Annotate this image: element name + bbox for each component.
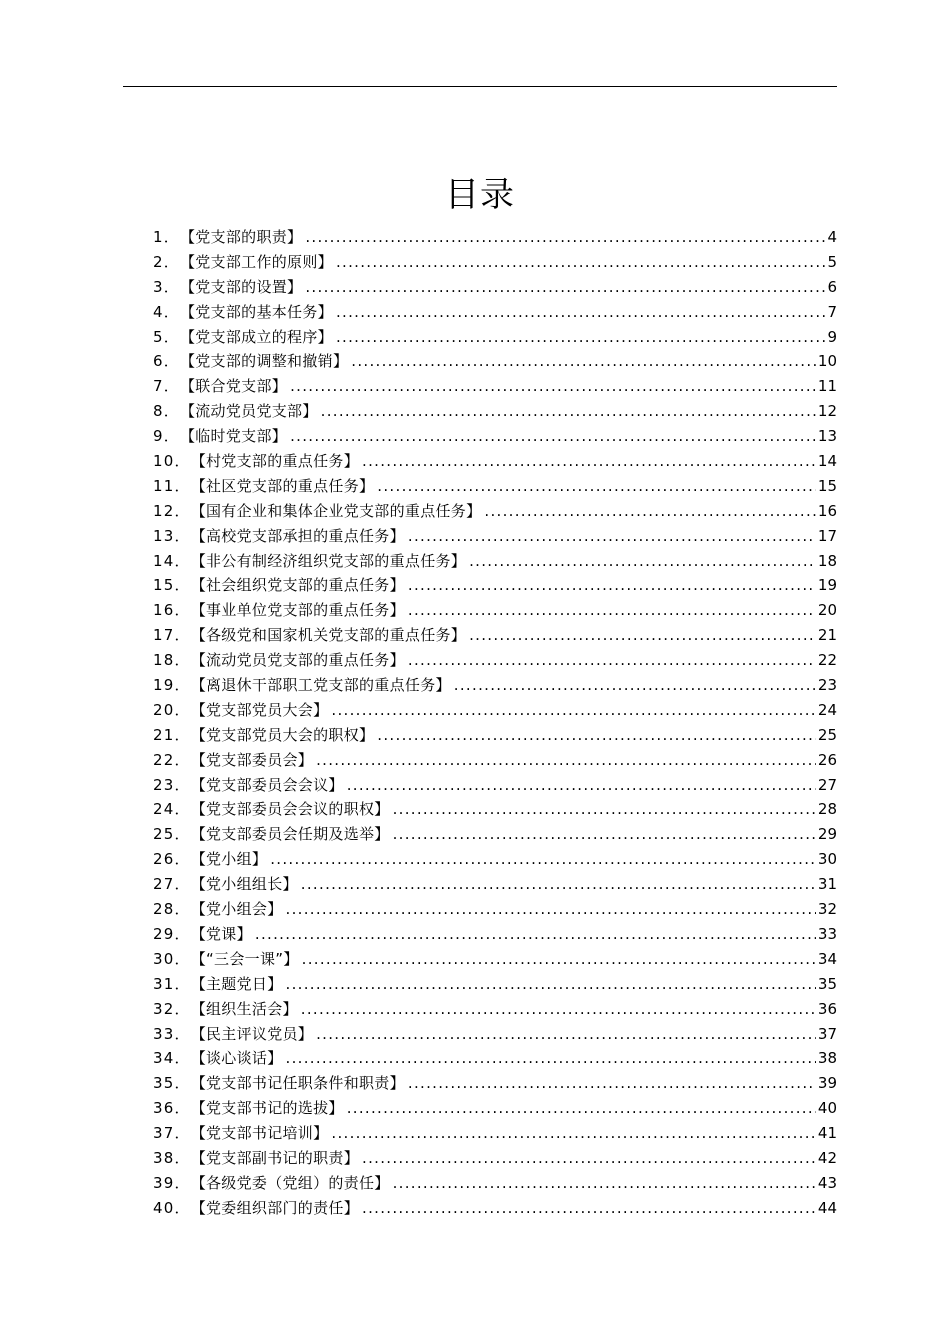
toc-entry-number: 34．: [153, 1049, 191, 1068]
toc-dot-leader: [302, 947, 816, 972]
toc-entry-number: 7．: [153, 377, 180, 396]
toc-entry-page: 24: [817, 700, 837, 719]
toc-dot-leader: [286, 972, 816, 997]
toc-entry-label: 【党支部党员大会】: [190, 700, 329, 719]
toc-dot-leader: [290, 374, 816, 399]
toc-entry-page: 12: [817, 402, 837, 421]
toc-entry-label: 【流动党员党支部的重点任务】: [190, 651, 405, 670]
toc-entry[interactable]: [153, 1022, 837, 1047]
toc-entry-label: 【党支部委员会任期及选举】: [190, 825, 390, 844]
toc-entry-label: 【各级党委（党组）的责任】: [190, 1173, 390, 1192]
toc-entry-page: 41: [817, 1124, 837, 1143]
toc-entry-page: 38: [817, 1049, 837, 1068]
toc-entry-page: 11: [817, 377, 837, 396]
toc-entry[interactable]: [153, 349, 837, 374]
toc-entry-label: 【高校党支部承担的重点任务】: [190, 526, 405, 545]
toc-dot-leader: [454, 673, 816, 698]
toc-entry-number: 35．: [153, 1074, 191, 1093]
toc-entry-label: 【主题党日】: [190, 974, 283, 993]
toc-title: 目录: [445, 174, 515, 215]
toc-entry-label: 【组织生活会】: [190, 999, 298, 1018]
toc-dot-leader: [347, 1096, 816, 1121]
toc-entry[interactable]: [153, 399, 837, 424]
toc-entry-label: 【村党支部的重点任务】: [190, 452, 359, 471]
toc-entry-number: 16．: [153, 601, 191, 620]
toc-entry-number: 36．: [153, 1099, 191, 1118]
toc-entry-page: 43: [817, 1173, 837, 1192]
toc-entry-label: 【党小组组长】: [190, 875, 298, 894]
toc-dot-leader: [362, 449, 816, 474]
toc-entry-number: 24．: [153, 800, 191, 819]
toc-entry-page: 4: [827, 228, 837, 246]
toc-dot-leader: [301, 997, 816, 1022]
toc-entry[interactable]: [153, 648, 837, 673]
toc-entry-number: 23．: [153, 775, 191, 794]
toc-entry[interactable]: [153, 524, 837, 549]
toc-entry[interactable]: [153, 573, 837, 598]
toc-dot-leader: [321, 399, 816, 424]
toc-entry-number: 38．: [153, 1148, 191, 1167]
toc-dot-leader: [393, 1171, 816, 1196]
toc-entry-page: 20: [817, 601, 837, 620]
toc-dot-leader: [484, 499, 816, 524]
toc-entry-number: 33．: [153, 1024, 191, 1043]
toc-entry-number: 8．: [153, 402, 180, 421]
toc-entry-number: 37．: [153, 1124, 191, 1143]
toc-entry[interactable]: [153, 972, 837, 997]
toc-entry[interactable]: [153, 325, 837, 350]
toc-entry[interactable]: [153, 797, 837, 822]
toc-entry-page: 27: [817, 775, 837, 794]
toc-entry-page: 17: [817, 526, 837, 545]
toc-entry-page: 42: [817, 1148, 837, 1167]
toc-entry-number: 18．: [153, 651, 191, 670]
toc-entry[interactable]: [153, 598, 837, 623]
toc-entry-label: 【谈心谈话】: [190, 1049, 283, 1068]
toc-entry[interactable]: [153, 897, 837, 922]
toc-entry-number: 30．: [153, 949, 191, 968]
toc-entry[interactable]: [153, 623, 837, 648]
toc-entry-page: 10: [817, 352, 837, 371]
toc-entry[interactable]: [153, 1096, 837, 1121]
toc-entry-label: 【党支部书记培训】: [190, 1124, 329, 1143]
toc-entry[interactable]: [153, 997, 837, 1022]
toc-entry-page: 23: [817, 676, 837, 695]
toc-entry[interactable]: [153, 449, 837, 474]
toc-entry-page: 36: [817, 999, 837, 1018]
toc-dot-leader: [362, 1146, 816, 1171]
toc-entry-label: 【国有企业和集体企业党支部的重点任务】: [190, 501, 482, 520]
toc-entry-label: 【党支部的职责】: [179, 228, 303, 246]
toc-entry[interactable]: [153, 822, 837, 847]
toc-dot-leader: [393, 797, 816, 822]
toc-entry-number: 4．: [153, 302, 180, 321]
toc-entry-page: 13: [817, 427, 837, 446]
toc-entry-page: 5: [827, 252, 837, 271]
toc-entry-number: 25．: [153, 825, 191, 844]
toc-entry[interactable]: [153, 474, 837, 499]
toc-entry-number: 13．: [153, 526, 191, 545]
toc-entry[interactable]: [153, 847, 837, 872]
toc-dot-leader: [336, 300, 825, 325]
toc-entry-page: 33: [817, 924, 837, 943]
toc-dot-leader: [408, 573, 816, 598]
toc-dot-leader: [377, 723, 816, 748]
toc-entry-label: 【党支部工作的原则】: [179, 252, 333, 271]
header-rule: [123, 86, 837, 87]
toc-entry-label: 【党小组会】: [190, 900, 283, 919]
toc-entry-number: 22．: [153, 750, 191, 769]
toc-entry-label: 【党小组】: [190, 850, 268, 869]
toc-entry[interactable]: [153, 374, 837, 399]
toc-entry-page: 44: [817, 1198, 837, 1217]
toc-entry[interactable]: [153, 250, 837, 275]
toc-dot-leader: [408, 598, 816, 623]
toc-entry[interactable]: [153, 748, 837, 773]
toc-entry-number: 12．: [153, 501, 191, 520]
toc-entry-number: 31．: [153, 974, 191, 993]
toc-entry[interactable]: [153, 922, 837, 947]
toc-entry-label: 【事业单位党支部的重点任务】: [190, 601, 405, 620]
toc-dot-leader: [377, 474, 816, 499]
toc-entry[interactable]: [153, 424, 837, 449]
toc-entry-label: 【民主评议党员】: [190, 1024, 314, 1043]
toc-dot-leader: [393, 822, 816, 847]
toc-dot-leader: [408, 1071, 816, 1096]
toc-dot-leader: [351, 349, 816, 374]
toc-entry-label: 【党课】: [190, 924, 252, 943]
toc-entry[interactable]: [153, 225, 837, 250]
toc-dot-leader: [469, 623, 816, 648]
toc-entry-number: 10．: [153, 452, 191, 471]
toc-dot-leader: [347, 773, 816, 798]
toc-entry[interactable]: [153, 773, 837, 798]
toc-entry-label: 【党支部委员会】: [190, 750, 314, 769]
toc-entry-page: 25: [817, 725, 837, 744]
toc-entry-page: 18: [817, 551, 837, 570]
toc-entry-label: 【党支部的设置】: [179, 277, 303, 296]
toc-entry[interactable]: [153, 549, 837, 574]
toc-dot-leader: [286, 897, 816, 922]
toc-entry-number: 26．: [153, 850, 191, 869]
toc-entry-label: 【党支部的基本任务】: [179, 302, 333, 321]
toc-dot-leader: [316, 748, 816, 773]
toc-entry-label: 【社会组织党支部的重点任务】: [190, 576, 405, 595]
toc-dot-leader: [316, 1022, 816, 1047]
toc-entry[interactable]: [153, 698, 837, 723]
toc-entry-number: 6．: [153, 352, 180, 371]
toc-dot-leader: [331, 1121, 816, 1146]
toc-dot-leader: [301, 872, 816, 897]
toc-entry-label: 【党支部的调整和撤销】: [179, 352, 349, 371]
toc-entry-number: 29．: [153, 924, 191, 943]
toc-entry-page: 6: [827, 277, 837, 296]
toc-entry-label: 【流动党员党支部】: [179, 402, 318, 421]
toc-entry[interactable]: [153, 1146, 837, 1171]
toc-entry-number: 20．: [153, 700, 191, 719]
toc-entry[interactable]: [153, 1121, 837, 1146]
toc-entry-label: 【党支部成立的程序】: [179, 327, 333, 346]
toc-entry-page: 16: [817, 501, 837, 520]
toc-entry-label: 【党支部书记的选拔】: [190, 1099, 344, 1118]
toc-entry-number: 39．: [153, 1173, 191, 1192]
toc-entry-page: 28: [817, 800, 837, 819]
toc-entry-number: 40．: [153, 1198, 191, 1217]
toc-entry-number: 27．: [153, 875, 191, 894]
toc-entry-label: 【各级党和国家机关党支部的重点任务】: [190, 626, 467, 645]
toc-entry-page: 39: [817, 1074, 837, 1093]
toc-entry-label: 【离退休干部职工党支部的重点任务】: [190, 676, 451, 695]
toc-entry-label: 【党支部委员会会议的职权】: [190, 800, 390, 819]
toc-entry-page: 19: [817, 576, 837, 595]
toc-entry-label: 【党支部副书记的职责】: [190, 1148, 359, 1167]
toc-entry-label: 【联合党支部】: [179, 377, 288, 396]
toc-entry-number: 2．: [153, 252, 180, 271]
toc-entry-label: 【党支部委员会会议】: [190, 775, 344, 794]
toc-entry-page: 40: [817, 1099, 837, 1118]
toc-entry[interactable]: [153, 723, 837, 748]
toc-entry[interactable]: [153, 1046, 837, 1071]
toc-entry-page: 9: [827, 327, 837, 346]
toc-entry-page: 32: [817, 900, 837, 919]
toc-entry[interactable]: [153, 1171, 837, 1196]
toc-entry-page: 21: [817, 626, 837, 645]
toc-entry-number: 19．: [153, 676, 191, 695]
toc-entry-number: 14．: [153, 551, 191, 570]
toc-entry-label: 【社区党支部的重点任务】: [190, 476, 375, 495]
toc-entry-label: 【党支部书记任职条件和职责】: [190, 1074, 405, 1093]
toc-entry-label: 【临时党支部】: [179, 427, 288, 446]
toc-entry-label: 【党委组织部门的责任】: [190, 1198, 359, 1217]
toc-entry[interactable]: [153, 947, 837, 972]
toc-entry[interactable]: [153, 1196, 837, 1221]
toc-entry-number: 1．: [153, 228, 180, 246]
toc-entry-number: 11．: [153, 476, 191, 495]
toc-dot-leader: [255, 922, 816, 947]
toc-entry-number: 21．: [153, 725, 191, 744]
toc-entry-page: 30: [817, 850, 837, 869]
toc-dot-leader: [408, 648, 816, 673]
toc-entry-label: 【党支部党员大会的职权】: [190, 725, 375, 744]
toc-entry-number: 17．: [153, 626, 191, 645]
toc-entry-page: 35: [817, 974, 837, 993]
toc-entry-label: 【非公有制经济组织党支部的重点任务】: [190, 551, 467, 570]
toc-dot-leader: [336, 250, 825, 275]
toc-entry-page: 15: [817, 476, 837, 495]
toc-entry[interactable]: [153, 499, 837, 524]
toc-dot-leader: [362, 1196, 816, 1221]
toc-dot-leader: [270, 847, 816, 872]
toc-dot-leader: [408, 524, 816, 549]
toc-entry-page: 7: [827, 302, 837, 321]
toc-dot-leader: [290, 424, 816, 449]
toc-entry-page: 29: [817, 825, 837, 844]
toc-entry-page: 31: [817, 875, 837, 894]
toc-dot-leader: [305, 275, 825, 300]
toc-entry-number: 5．: [153, 327, 180, 346]
toc-entry[interactable]: [153, 673, 837, 698]
toc-entry-page: 34: [817, 949, 837, 968]
toc-list: [153, 225, 837, 1221]
toc-entry-page: 14: [817, 452, 837, 471]
toc-entry-number: 28．: [153, 900, 191, 919]
toc-dot-leader: [331, 698, 816, 723]
toc-entry-page: 26: [817, 750, 837, 769]
toc-dot-leader: [286, 1046, 816, 1071]
toc-entry[interactable]: [153, 1071, 837, 1096]
toc-entry[interactable]: [153, 275, 837, 300]
toc-dot-leader: [336, 325, 825, 350]
toc-entry-number: 32．: [153, 999, 191, 1018]
toc-entry-label: 【“三会一课”】: [190, 949, 299, 968]
toc-entry-page: 37: [817, 1024, 837, 1043]
toc-dot-leader: [469, 549, 816, 574]
toc-entry-number: 3．: [153, 277, 180, 296]
toc-entry[interactable]: [153, 872, 837, 897]
toc-entry-number: 15．: [153, 576, 191, 595]
toc-entry[interactable]: [153, 300, 837, 325]
toc-entry-page: 22: [817, 651, 837, 670]
toc-dot-leader: [305, 225, 825, 250]
toc-entry-number: 9．: [153, 427, 180, 446]
